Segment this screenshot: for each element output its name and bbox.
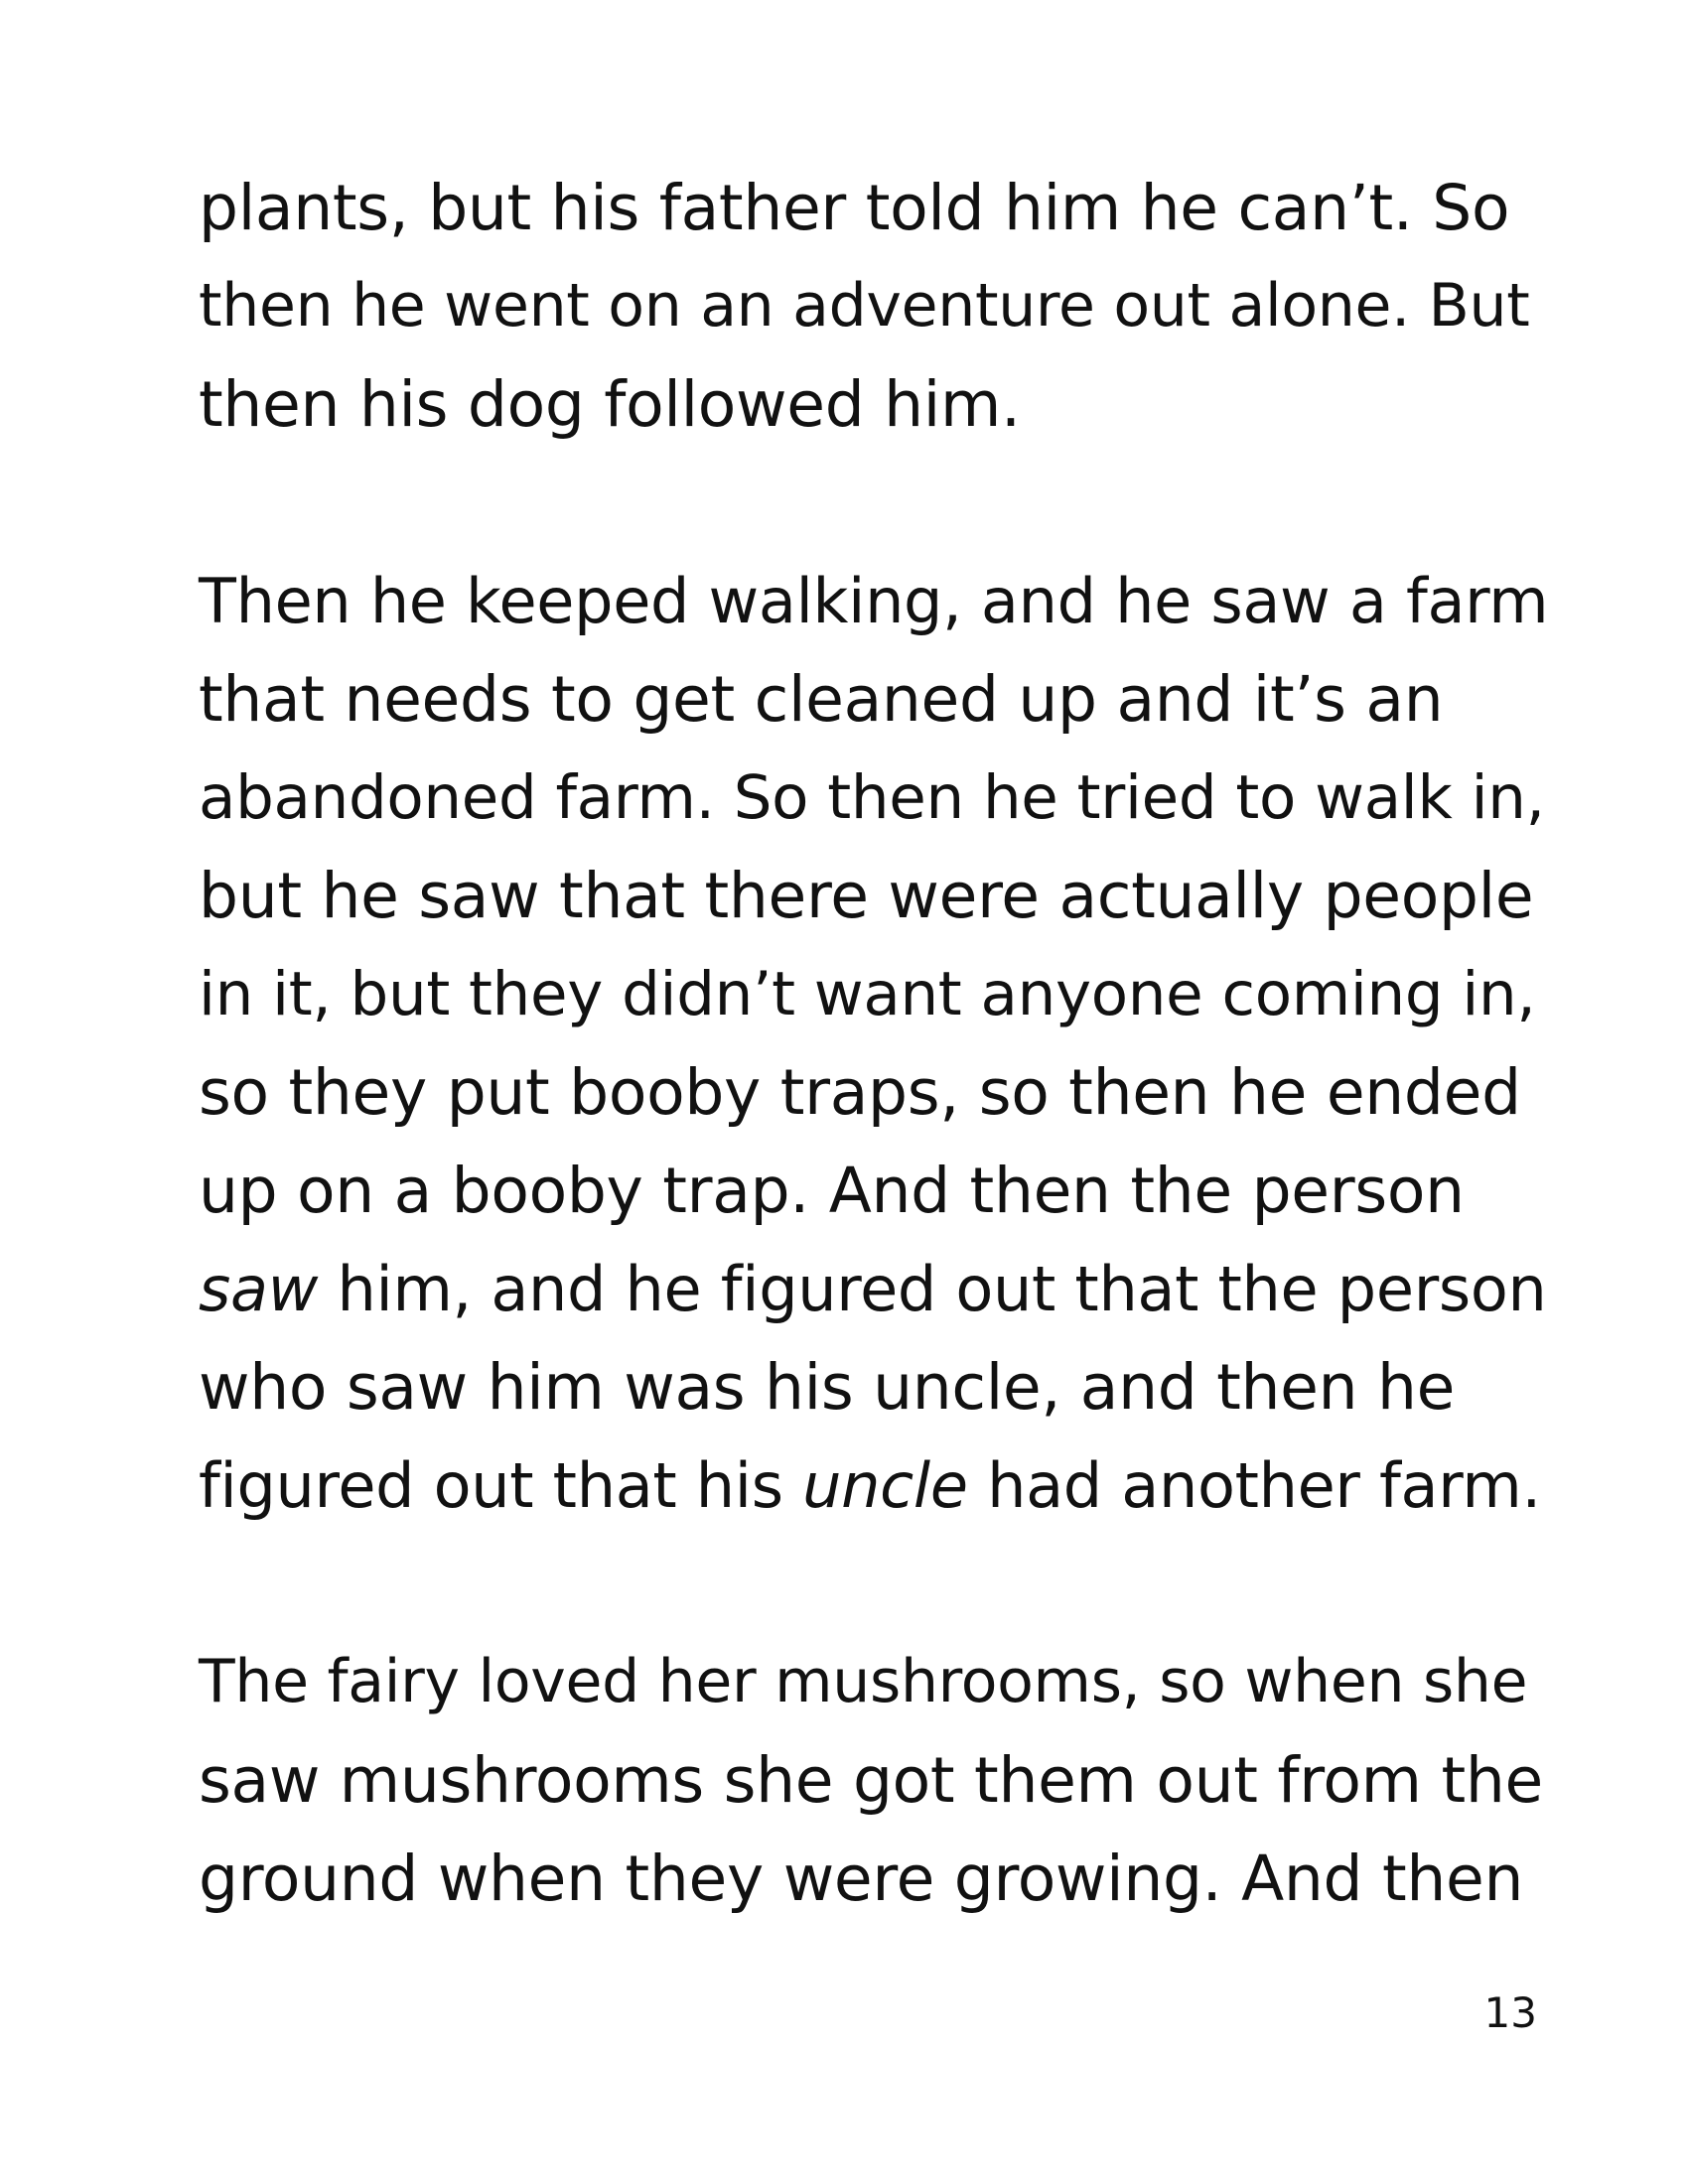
text-line: that needs to get cleaned up and it’s an [199, 663, 1444, 736]
paragraph-2 [199, 552, 1549, 1535]
text-line: saw mushrooms she got them out from the [199, 1744, 1543, 1817]
text-line-emphasis [199, 1436, 1549, 1535]
text-line: Then he keeped walking, and he saw a farm [199, 565, 1549, 637]
text-line: plants, but his father told him he can’t. So [199, 172, 1510, 244]
paragraph-3 [199, 1633, 1549, 1928]
line-text-after: had another farm. [967, 1449, 1541, 1522]
paragraph-spacer [199, 454, 1549, 552]
text-line: in it, but they didn’t want anyone coming in, [199, 959, 1536, 1029]
emphasized-word: uncle [802, 1449, 968, 1522]
paragraph-1 [199, 159, 1549, 454]
text-line: abandoned farm. So then he tried to walk in, [199, 762, 1545, 833]
story-text [199, 159, 1549, 1928]
text-line: up on a booby trap. And then the person [199, 1155, 1465, 1227]
text-line: but he saw that there were actually people [199, 860, 1534, 932]
text-line: The fairy loved her mushrooms, so when she [199, 1647, 1528, 1716]
emphasized-word: saw [199, 1253, 319, 1325]
text-line: then his dog followed him. [199, 368, 1021, 441]
text-line-emphasis [199, 1240, 1549, 1338]
page-number: 13 [1483, 1988, 1537, 2037]
text-line: ground when they were growing. And then [199, 1843, 1524, 1915]
line-text-before: figured out that his [199, 1449, 803, 1522]
paragraph-spacer [199, 1535, 1549, 1633]
text-line: then he went on an adventure out alone. But [199, 271, 1530, 341]
text-line: so they put booby traps, so then he ended [199, 1056, 1521, 1129]
text-line: who saw him was his uncle, and then he [199, 1351, 1456, 1424]
line-text-after: him, and he figured out that the person [318, 1253, 1547, 1325]
